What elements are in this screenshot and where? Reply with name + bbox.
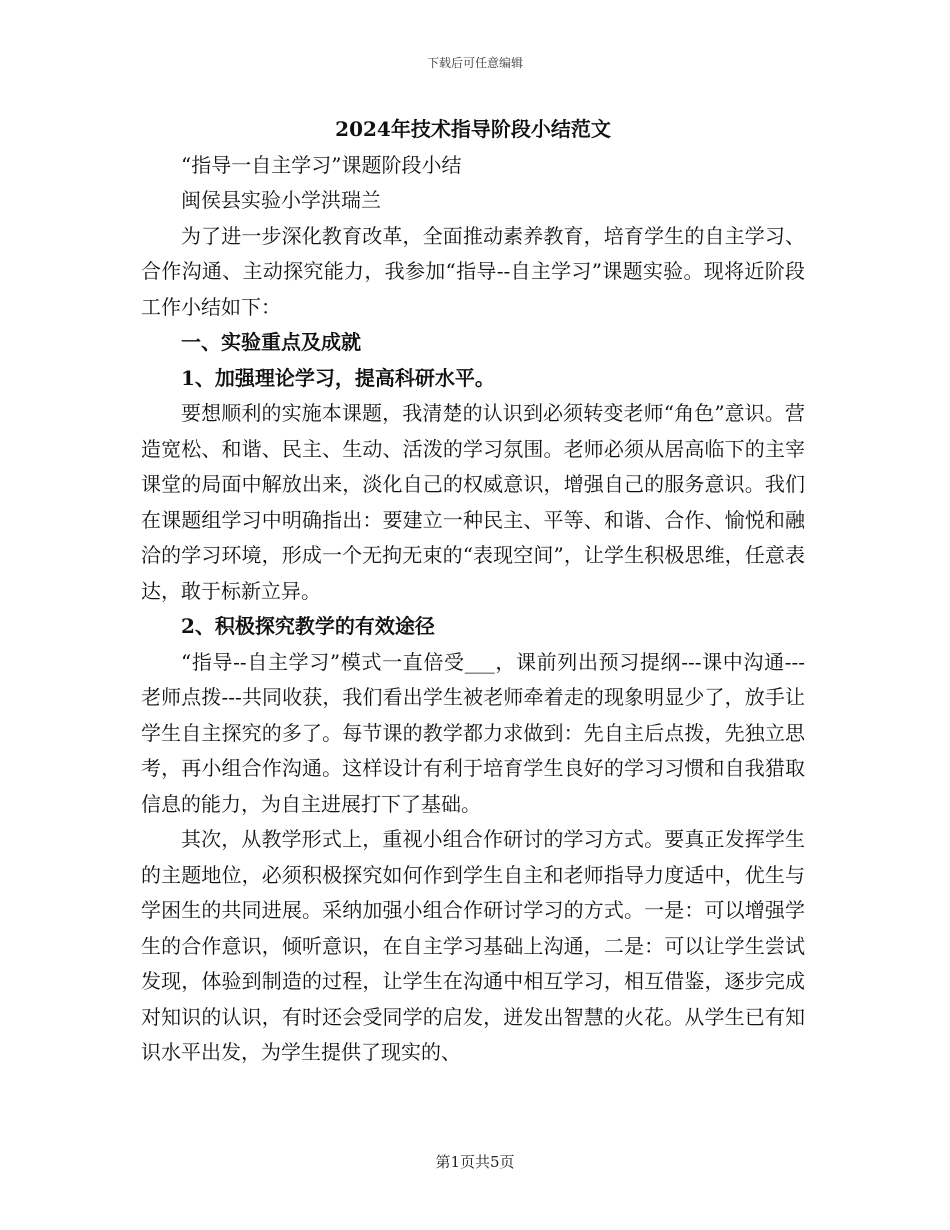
document-author: 闽侯县实验小学洪瑞兰 bbox=[181, 188, 381, 212]
document-subtitle: “指导一自主学习”课题阶段小结 bbox=[181, 152, 462, 177]
intro-paragraph: 为了进一步深化教育改革，全面推动素养教育，培育学生的自主学习、合作沟通、主动探究能力，我参加“指导--自主学习”课题实验。现将近阶段工作小结如下： bbox=[141, 223, 805, 319]
subsection-2-paragraph-2: 其次，从教学形式上，重视小组合作研讨的学习方式。要真正发挥学生的主题地位，必须积极探究如何作到学生自主和老师指导力度适中，优生与学困生的共同进展。采纳加强小组合作研讨学习的方式。一是：可以增强学生的合作意识，倾听意识，在自主学习基础上沟通，二是：可以让学生尝试发现，体验到制造的过程，让学生在沟通中相互学习，相互借鉴，逐步完成对知识的认识，有时还会受同学的启发，迸发出智慧的火花。从学生已有知识水平出发，为学生提供了现实的、 bbox=[141, 827, 805, 1064]
document-body bbox=[141, 112, 805, 1071]
section-heading-1: 一、实验重点及成就 bbox=[181, 330, 361, 354]
page-number: 第1页共5页 bbox=[435, 1153, 515, 1171]
document-title: 2024年技术指导阶段小结范文 bbox=[335, 117, 611, 141]
subsection-2-paragraph-1: “指导--自主学习”模式一直倍受___，课前列出预习提纲---课中沟通---老师点拨---共同收获，我们看出学生被老师牵着走的现象明显少了，放手让学生自主探究的多了。每节课的教学都力求做到：先自主后点拨，先独立思考，再小组合作沟通。这样设计有利于培育学生良好的学习习惯和自我猎取信息的能力，为自主进展打下了基础。 bbox=[141, 649, 805, 816]
page-header-note: 下载后可任意编辑 bbox=[426, 56, 523, 70]
subsection-1-paragraph: 要想顺利的实施本课题，我清楚的认识到必须转变老师“角色”意识。营造宽松、和谐、民主、生动、活泼的学习氛围。老师必须从居高临下的主宰课堂的局面中解放出来，淡化自己的权威意识，增强自己的服务意识。我们在课题组学习中明确指出：要建立一种民主、平等、和谐、合作、愉悦和融洽的学习环境，形成一个无拘无束的“表现空间”，让学生积极思维，任意表达，敢于标新立异。 bbox=[141, 401, 805, 603]
subsection-heading-2: 2、积极探究教学的有效途径 bbox=[181, 614, 435, 638]
subsection-heading-1: 1、加强理论学习，提高科研水平。 bbox=[181, 365, 495, 390]
